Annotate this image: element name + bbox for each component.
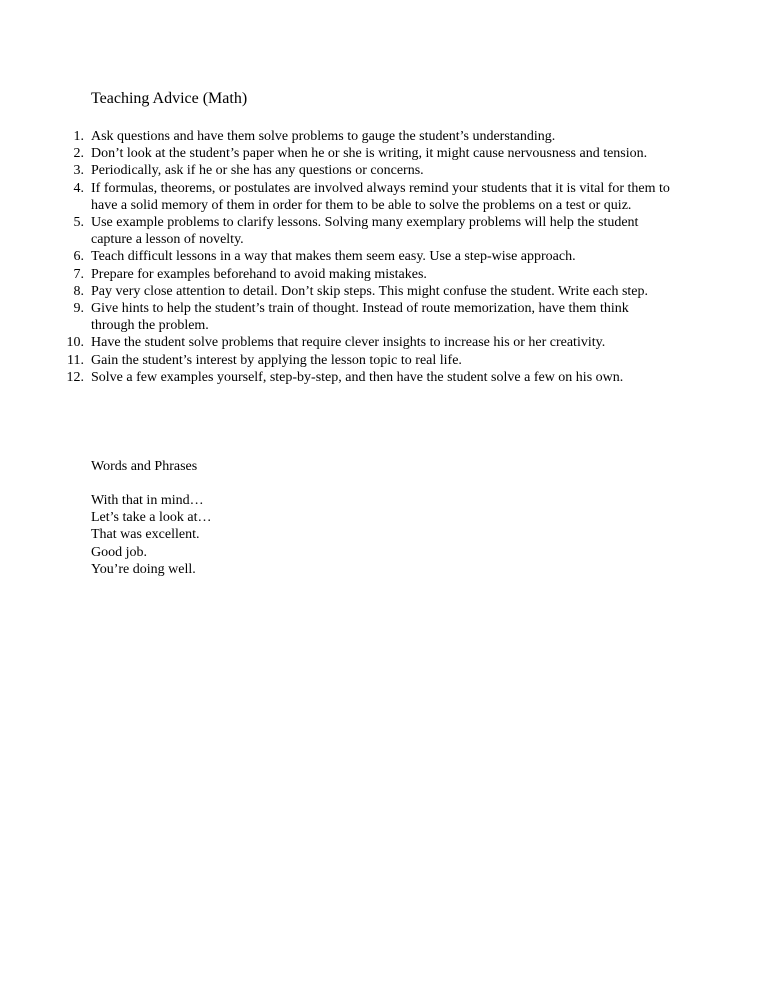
item-number: 11. <box>67 352 84 368</box>
item-number: 9. <box>73 301 84 317</box>
item-text: Gain the student’s interest by applying the lesson topic to real life. <box>91 352 462 368</box>
item-number: 4. <box>73 180 84 196</box>
list-item <box>62 283 674 300</box>
item-text: Ask questions and have them solve problems to gauge the student’s understanding. <box>91 129 556 144</box>
item-text: If formulas, theorems, or postulates are involved always remind your students that it is vital for them to have a solid memory of them in order for them to be able to solve the problems on a test or quiz. <box>91 180 670 213</box>
list-item <box>62 128 674 145</box>
list-item <box>62 180 674 214</box>
item-number: 7. <box>73 266 84 282</box>
item-text: Pay very close attention to detail. Don’t skip steps. This might confuse the student. Write each step. <box>91 283 648 299</box>
item-number: 8. <box>73 283 84 299</box>
item-number: 2. <box>73 146 84 162</box>
phrase-item: Good job. <box>91 544 147 560</box>
phrase-item: That was excellent. <box>91 527 200 543</box>
page-title: Teaching Advice (Math) <box>91 90 248 107</box>
item-text: Don’t look at the student’s paper when he or she is writing, it might cause nervousness and tension. <box>91 146 648 162</box>
phrases-list <box>91 492 212 578</box>
item-text: Give hints to help the student’s train of thought. Instead of route memorization, have them think through the problem. <box>91 301 629 334</box>
list-item <box>62 214 674 248</box>
item-text: Periodically, ask if he or she has any questions or concerns. <box>91 163 424 179</box>
list-item <box>62 145 674 162</box>
item-number: 6. <box>73 249 84 265</box>
phrase-item: You’re doing well. <box>91 561 196 577</box>
item-number: 10. <box>66 335 84 351</box>
item-text: Use example problems to clarify lessons. Solving many exemplary problems will help the student capture a lesson of novelty. <box>91 215 639 248</box>
item-text: Teach difficult lessons in a way that makes them seem easy. Use a step-wise approach. <box>91 249 576 265</box>
list-item <box>62 162 674 179</box>
item-number: 1. <box>73 129 84 144</box>
list-item <box>62 266 674 283</box>
phrases-heading: Words and Phrases <box>91 459 198 474</box>
phrase-item: With that in mind… <box>91 493 204 508</box>
list-item <box>62 334 674 351</box>
list-item <box>62 352 674 369</box>
item-text: Solve a few examples yourself, step-by-step, and then have the student solve a few on his own. <box>91 369 624 385</box>
item-number: 3. <box>73 163 84 179</box>
list-item <box>62 248 674 265</box>
item-text: Have the student solve problems that require clever insights to increase his or her creativity. <box>91 335 606 351</box>
item-number: 12. <box>66 369 84 385</box>
list-item <box>62 300 674 334</box>
item-number: 5. <box>73 215 84 231</box>
phrase-item: Let’s take a look at… <box>91 510 212 526</box>
list-item <box>62 369 674 386</box>
item-text: Prepare for examples beforehand to avoid making mistakes. <box>91 266 427 282</box>
advice-list <box>62 128 674 386</box>
